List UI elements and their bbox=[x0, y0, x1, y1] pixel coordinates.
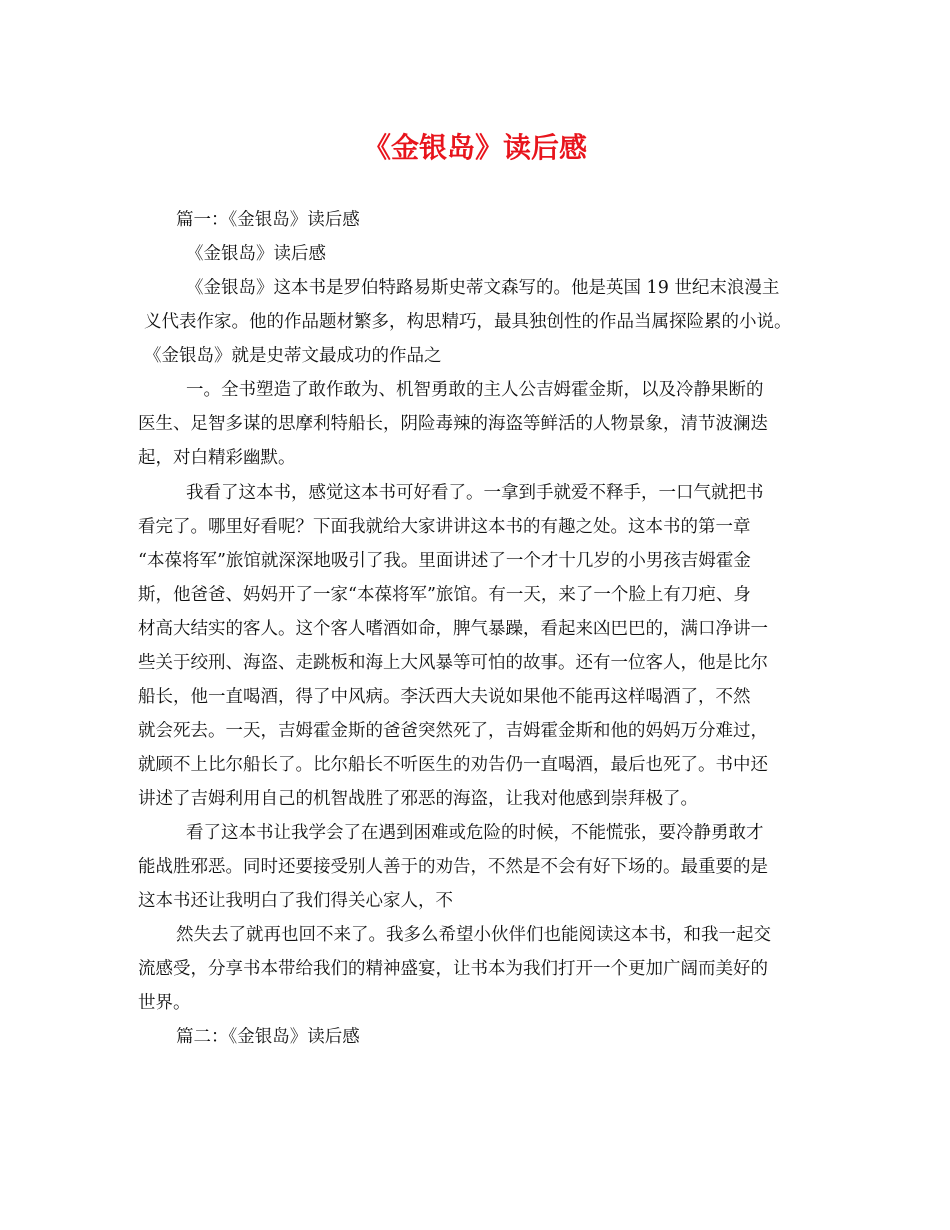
paragraph-line: 讲述了吉姆利用自己的机智战胜了邪恶的海盗，让我对他感到崇拜极了。 bbox=[138, 789, 698, 809]
paragraph-line: 这本书还让我明白了我们得关心家人，不 bbox=[138, 891, 453, 911]
paragraph-line: 《金银岛》这本书是罗伯特路易斯史蒂文森写的。他是英国 19 世纪末浪漫主 bbox=[186, 278, 780, 298]
paragraph-line: 船长，他一直喝酒，得了中风病。李沃西大夫说如果他不能再这样喝酒了，不然 bbox=[138, 687, 751, 707]
document-title: 《金银岛》读后感 bbox=[362, 131, 587, 164]
paragraph-line: 然失去了就再也回不来了。我多么希望小伙伴们也能阅读这本书，和我一起交 bbox=[176, 925, 771, 945]
paragraph-line: 流感受，分享书本带给我们的精神盛宴，让书本为我们打开一个更加广阔而美好的 bbox=[138, 959, 768, 979]
paragraph-line: 一。全书塑造了敢作敢为、机智勇敢的主人公吉姆霍金斯，以及冷静果断的 bbox=[186, 380, 764, 400]
paragraph-line: 义代表作家。他的作品题材繁多，构思精巧，最具独创性的作品当属探险累的小说。 bbox=[144, 312, 792, 332]
paragraph-line: “本葆将军”旅馆就深深地吸引了我。里面讲述了一个才十几岁的小男孩吉姆霍金 bbox=[138, 551, 751, 571]
paragraph-line: 看了这本书让我学会了在遇到困难或危险的时候，不能慌张，要冷静勇敢才 bbox=[186, 823, 764, 843]
paragraph-line: 我看了这本书，感觉这本书可好看了。一拿到手就爱不释手，一口气就把书 bbox=[186, 483, 764, 503]
section-heading-2: 篇二：《金银岛》读后感 bbox=[176, 1027, 360, 1047]
paragraph-line: 医生、足智多谋的思摩利特船长，阴险毒辣的海盗等鲜活的人物景象，清节波澜迭 bbox=[138, 414, 768, 434]
subtitle-line: 《金银岛》读后感 bbox=[186, 244, 326, 264]
paragraph-line: 斯，他爸爸、妈妈开了一家“本葆将军”旅馆。有一天，来了一个脸上有刀疤、身 bbox=[138, 585, 751, 605]
paragraph-line: 《金银岛》就是史蒂文最成功的作品之 bbox=[144, 346, 442, 366]
paragraph-line: 看完了。哪里好看呢？下面我就给大家讲讲这本书的有趣之处。这本书的第一章 bbox=[138, 517, 751, 537]
paragraph-line: 就会死去。一天，吉姆霍金斯的爸爸突然死了，吉姆霍金斯和他的妈妈万分难过， bbox=[138, 721, 768, 741]
paragraph-line: 就顾不上比尔船长了。比尔船长不听医生的劝告仍一直喝酒，最后也死了。书中还 bbox=[138, 755, 768, 775]
paragraph-line: 能战胜邪恶。同时还要接受别人善于的劝告，不然是不会有好下场的。最重要的是 bbox=[138, 857, 768, 877]
section-heading-1: 篇一：《金银岛》读后感 bbox=[176, 210, 360, 230]
paragraph-line: 起，对白精彩幽默。 bbox=[138, 448, 296, 468]
paragraph-line: 世界。 bbox=[138, 993, 191, 1013]
paragraph-line: 些关于绞刑、海盗、走跳板和海上大风暴等可怕的故事。还有一位客人，他是比尔 bbox=[138, 653, 768, 673]
paragraph-line: 材高大结实的客人。这个客人嗜酒如命，脾气暴躁，看起来凶巴巴的，满口净讲一 bbox=[138, 619, 768, 639]
